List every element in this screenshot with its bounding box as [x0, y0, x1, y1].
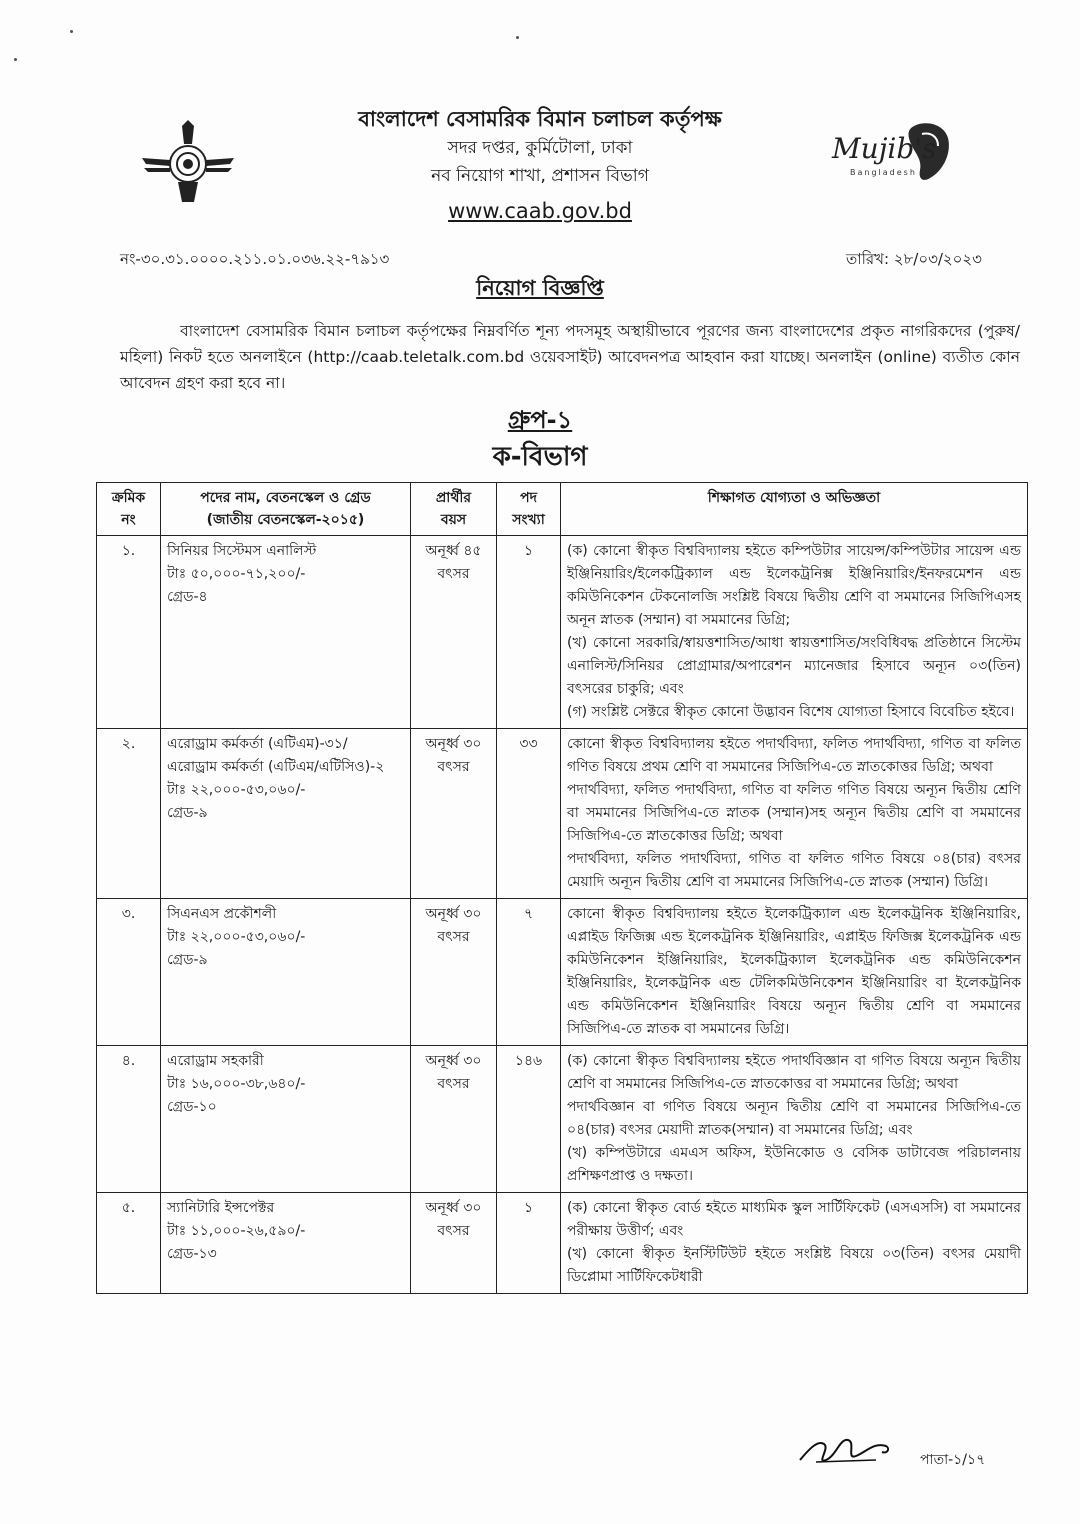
mujib-logo-subtext: Bangladesh	[850, 168, 917, 177]
count-cell: ১	[497, 536, 561, 729]
post-cell: স্যানিটারি ইন্সপেক্টর টাঃ ১১,০০০-২৬,৫৯০/- গ্রেড-১৩	[161, 1193, 411, 1294]
office-address: সদর দপ্তর, কুর্মিটোলা, ঢাকা	[447, 138, 633, 158]
table-row	[97, 1046, 1028, 1193]
serial-cell: ৪.	[97, 1046, 161, 1193]
age-cell: অনূর্ধ্ব ৩০ বৎসর	[411, 1193, 497, 1294]
table-row	[97, 899, 1028, 1046]
header-serial: ক্রমিক নং	[97, 483, 161, 536]
serial-cell: ৩.	[97, 899, 161, 1046]
post-cell: এরোড্রাম সহকারী টাঃ ১৬,০০০-৩৮,৬৪০/- গ্রেড-১০	[161, 1046, 411, 1193]
count-cell: ৭	[497, 899, 561, 1046]
mujib-logo-text: Mujib's	[832, 132, 937, 165]
posts-table	[96, 482, 1028, 1294]
serial-cell: ২.	[97, 729, 161, 899]
letterhead	[340, 104, 740, 228]
qualification-cell: কোনো স্বীকৃত বিশ্ববিদ্যালয় হইতে ইলেকট্রিক্যাল এন্ড ইলেকট্রনিক ইঞ্জিনিয়ারিং, এপ্লাইড ফিজিক্স এন্ড ইলেকট্রনিক ইঞ্জিনিয়ারিং, এপ্লাইড ফিজিক্স ইলেকট্রনিক এন্ড কমিউনিকেশন ইঞ্জিনিয়ারিং, ইলেকট্রিক্যাল ইলেকট্রনিক এন্ড কমিউনিকেশন ইঞ্জিনিয়ারিং, ইলেকট্রনিক এন্ড টেলিকমিউনিকেশন ইঞ্জিনিয়ারিং বা ইলেকট্রনিক এন্ড কমিউনিকেশন ইঞ্জিনিয়ারিং বিষয়ে অন্যূন দ্বিতীয় শ্রেণি বা সমমানের সিজিপিএ-তে স্নাতক বা সমমানের ডিগ্রি।	[561, 899, 1028, 1046]
serial-cell: ৫.	[97, 1193, 161, 1294]
header-post: পদের নাম, বেতনস্কেল ও গ্রেড (জাতীয় বেতনস্কেল-২০১৫)	[161, 483, 411, 536]
signature-icon	[796, 1430, 896, 1470]
count-cell: ৩৩	[497, 729, 561, 899]
branch-name: নব নিয়োগ শাখা, প্রশাসন বিভাগ	[431, 166, 649, 186]
header-qualification: শিক্ষাগত যোগ্যতা ও অভিজ্ঞতা	[561, 483, 1028, 536]
org-name: বাংলাদেশ বেসামরিক বিমান চলাচল কর্তৃপক্ষ	[358, 107, 722, 131]
table-row	[97, 536, 1028, 729]
age-cell: অনূর্ধ্ব ৩০ বৎসর	[411, 1046, 497, 1193]
memo-date: তারিখ: ২৮/০৩/২০২৩	[846, 250, 982, 268]
post-cell: এরোড্রাম কর্মকর্তা (এটিএম)-৩১/ এরোড্রাম কর্মকর্তা (এটিএম/এটিসিও)-২ টাঃ ২২,০০০-৫৩,০৬০/- গ্রেড-৯	[161, 729, 411, 899]
table-row	[97, 1193, 1028, 1294]
qualification-cell: (ক) কোনো স্বীকৃত বোর্ড হইতে মাধ্যমিক স্কুল সার্টিফিকেট (এসএসসি) বা সমমানের পরীক্ষায় উত্তীর্ণ; এবং (খ) কোনো স্বীকৃত ইনস্টিটিউট হইতে সংশ্লিষ্ট বিষয়ে ০৩(তিন) বৎসর মেয়াদী ডিপ্লোমা সার্টিফিকেটধারী	[561, 1193, 1028, 1294]
memo-number: নং-৩০.৩১.০০০০.২১১.০১.০৩৬.২২-৭৯১৩	[120, 250, 390, 268]
notice-title: নিয়োগ বিজ্ঞপ্তি	[476, 276, 604, 300]
qualification-cell: কোনো স্বীকৃত বিশ্ববিদ্যালয় হইতে পদার্থবিদ্যা, ফলিত পদার্থবিদ্যা, গণিত বা ফলিত গণিত বিষয়ে প্রথম শ্রেণি বা সমমানের সিজিপিএ-তে স্নাতকোত্তর ডিগ্রি; অথবা পদার্থবিদ্যা, ফলিত পদার্থবিদ্যা, গণিত বা ফলিত গণিত বিষয়ে অন্যূন দ্বিতীয় শ্রেণি বা সমমানের সিজিপিএ-তে স্নাতক (সম্মান)সহ অন্যূন দ্বিতীয় শ্রেণি বা সমমানের সিজিপিএ-তে স্নাতকোত্তর ডিগ্রি; অথবা পদার্থবিদ্যা, ফলিত পদার্থবিদ্যা, গণিত বা ফলিত গণিত বিষয়ে ০৪(চার) বৎসর মেয়াদি অন্যূন দ্বিতীয় শ্রেণি বা সমমানের সিজিপিএ-তে স্নাতক (সম্মান) ডিগ্রি।	[561, 729, 1028, 899]
serial-cell: ১.	[97, 536, 161, 729]
age-cell: অনূর্ধ্ব ৪৫ বৎসর	[411, 536, 497, 729]
count-cell: ১	[497, 1193, 561, 1294]
table-header-row	[97, 483, 1028, 536]
caab-emblem-icon	[138, 118, 238, 206]
page-number: পাতা-১/১৭	[920, 1452, 986, 1468]
header-age: প্রার্থীর বয়স	[411, 483, 497, 536]
qualification-cell: (ক) কোনো স্বীকৃত বিশ্ববিদ্যালয় হইতে কম্পিউটার সায়েন্স/কম্পিউটার সায়েন্স এন্ড ইঞ্জিনিয়ারিং/ইলেকট্রিক্যাল এন্ড ইলেকট্রনিক্স ইঞ্জিনিয়ারিং/ইনফরমেশন এন্ড কমিউনিকেশন টেকনোলজি সংশ্লিষ্ট বিষয়ে দ্বিতীয় শ্রেণি বা সমমানের সিজিপিএসহ অনূন স্নাতক (সম্মান) বা সমমানের ডিগ্রি; (খ) কোনো সরকারি/স্বায়ত্তশাসিত/আধা স্বায়ত্তশাসিত/সংবিধিবদ্ধ প্রতিষ্ঠানে সিস্টেম এনালিস্ট/সিনিয়র প্রোগ্রামার/অপারেশন ম্যানেজার হিসাবে অন্যূন ০৩(তিন) বৎসরের চাকুরি; এবং (গ) সংশ্লিষ্ট সেক্টরে স্বীকৃত কোনো উদ্ভাবন বিশেষ যোগ্যতা হিসাবে বিবেচিত হইবে।	[561, 536, 1028, 729]
website-link[interactable]: www.caab.gov.bd	[448, 199, 632, 223]
age-cell: অনূর্ধ্ব ৩০ বৎসর	[411, 729, 497, 899]
intro-paragraph: বাংলাদেশ বেসামরিক বিমান চলাচল কর্তৃপক্ষের নিম্নবর্ণিত শূন্য পদসমূহ অস্থায়ীভাবে পূরণের জন্য বাংলাদেশের প্রকৃত নাগরিকদের (পুরুষ/মহিলা) নিকট হতে অনলাইনে (http://caab.teletalk.com.bd ওয়েবসাইট) আবেদনপত্র আহবান করা যাচ্ছে। অনলাইন (online) ব্যতীত কোন আবেদন গ্রহণ করা হবে না।	[120, 322, 1020, 392]
group-title: গ্রুপ-১	[507, 406, 573, 434]
qualification-cell: (ক) কোনো স্বীকৃত বিশ্ববিদ্যালয় হইতে পদার্থবিজ্ঞান বা গণিত বিষয়ে অন্যূন দ্বিতীয় শ্রেণি বা সমমানের সিজিপিএ-তে স্নাতকোত্তর বা সমমানের ডিগ্রি; অথবা পদার্থবিজ্ঞান বা গণিত বিষয়ে অন্যূন দ্বিতীয় শ্রেণি বা সমমানের সিজিপিএ-তে ০৪(চার) বৎসর মেয়াদী স্নাতক(সম্মান) বা সমমানের ডিগ্রি; এবং (খ) কম্পিউটারে এমএস অফিস, ইউনিকোড ও বেসিক ডাটাবেজ পরিচালনায় প্রশিক্ষণপ্রাপ্ত ও দক্ষতা।	[561, 1046, 1028, 1193]
count-cell: ১৪৬	[497, 1046, 561, 1193]
age-cell: অনূর্ধ্ব ৩০ বৎসর	[411, 899, 497, 1046]
header-count: পদ সংখ্যা	[497, 483, 561, 536]
section-title: ক-বিভাগ	[492, 442, 588, 472]
post-cell: সিনিয়র সিস্টেমস এনালিস্ট টাঃ ৫০,০০০-৭১,২০০/- গ্রেড-৪	[161, 536, 411, 729]
post-cell: সিএনএস প্রকৌশলী টাঃ ২২,০০০-৫৩,০৬০/- গ্রেড-৯	[161, 899, 411, 1046]
table-row	[97, 729, 1028, 899]
